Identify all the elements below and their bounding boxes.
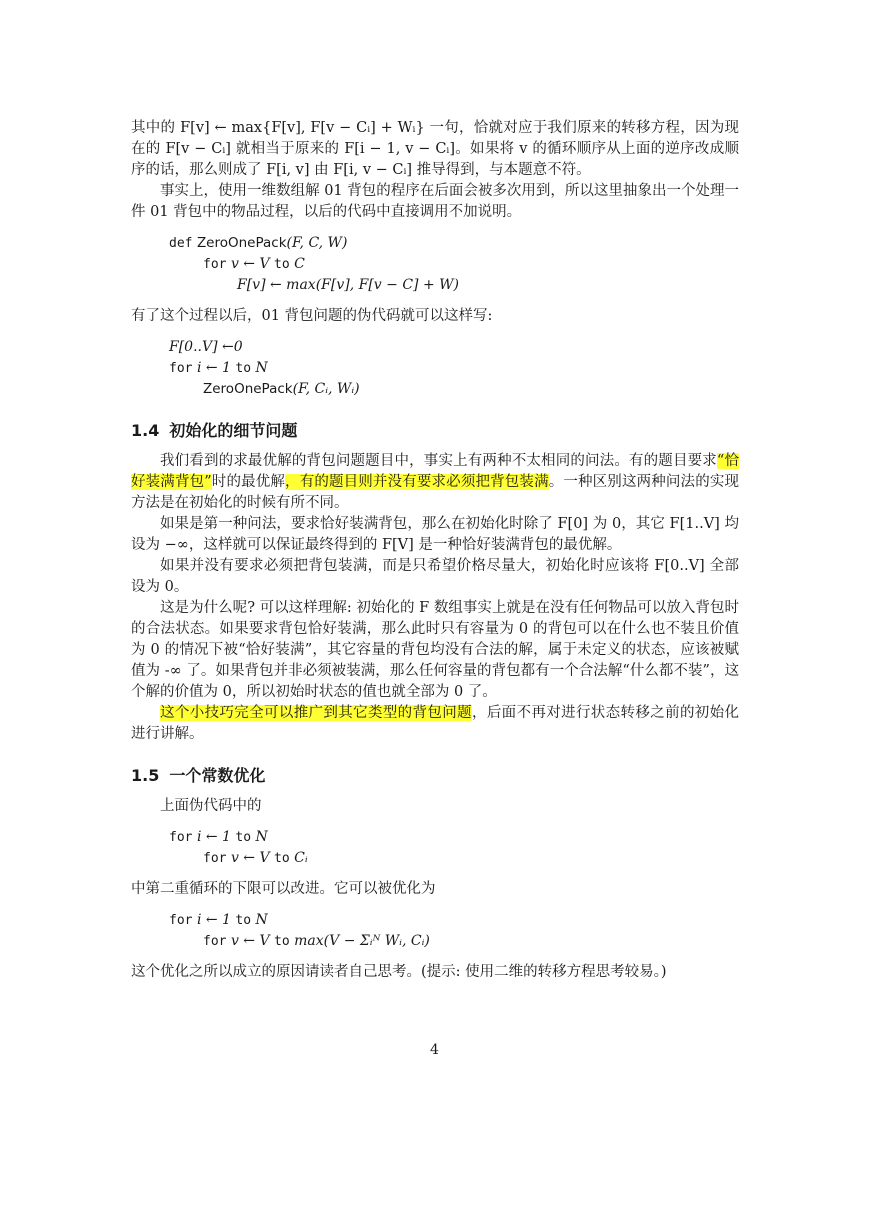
code-line-init [169, 337, 739, 358]
highlight-exact-fill: “恰好装满背包” [131, 453, 739, 490]
code-keyword-to: to [274, 934, 290, 949]
code-for-end: N [255, 360, 268, 376]
code-for-var: i ← 1 [196, 912, 231, 928]
paragraph-s14-5 [131, 703, 739, 745]
code-keyword-for: for [203, 851, 227, 866]
code-keyword-for: for [169, 830, 193, 845]
code-keyword-for: for [203, 934, 227, 949]
code-for-end: Cᵢ [294, 850, 308, 866]
paragraph-s15-2: 中第二重循环的下限可以改进。它可以被优化为 [131, 881, 436, 897]
code-for-end: max(V − Σᵢᴺ Wᵢ, Cᵢ) [294, 933, 430, 949]
code-line-for [169, 358, 739, 379]
code-for-end: N [255, 829, 268, 845]
code-line-def [169, 233, 739, 254]
code-keyword-for: for [169, 913, 193, 928]
section-number: 1.4 [131, 421, 160, 440]
code-for-var: v ← V [230, 256, 270, 272]
section-number: 1.5 [131, 766, 160, 785]
code-init-expr: F[0..V] ←0 [169, 339, 243, 355]
page-number: 4 [430, 1042, 439, 1058]
code-block-loop-original [169, 827, 739, 869]
code-keyword-to: to [274, 257, 290, 272]
highlight-no-fill-required: ，有的题目则并没有要求必须把背包装满 [285, 474, 549, 490]
highlight-generalize-tip: 这个小技巧完全可以推广到其它类型的背包问题 [160, 705, 472, 721]
paragraph-intro-2: 事实上，使用一维数组解 01 背包的程序在后面会被多次用到，所以这里抽象出一个处理一件 01 背包中的物品过程，以后的代码中直接调用不加说明。 [131, 183, 739, 220]
code-keyword-for: for [203, 257, 227, 272]
section-heading-1-5 [131, 763, 739, 786]
code-func-name: ZeroOnePack [196, 235, 287, 251]
code-keyword-to: to [235, 361, 252, 376]
code-body-expr: F[v] ← max(F[v], F[v − C] + W) [237, 277, 459, 293]
code-keyword-to: to [235, 913, 252, 928]
code-for-var: i ← 1 [196, 829, 231, 845]
text-run: 我们看到的求最优解的背包问题题目中，事实上有两种不太相同的问法。有的题目要求 [160, 453, 717, 469]
text-run: ，后面不再对进行状态转移之前的初始化进行讲解。 [131, 705, 740, 742]
code-keyword-for: for [169, 361, 193, 376]
section-heading-1-4 [131, 418, 739, 441]
code-line-for-inner [169, 848, 739, 869]
paragraph-intro-1: 其中的 F[v] ← max{F[v], F[v − Cᵢ] + Wᵢ} 一句，恰就对应于我们原来的转移方程，因为现在的 F[v − Cᵢ] 就相当于原来的 F[i − 1, v − Cᵢ]。如果将 v 的循环顺序从上面的逆序改成顺序的话，那么则成了 F[i, v] 由 F[i, v − Cᵢ] 推导得到，与本题意不符。 [131, 120, 739, 178]
code-line-for-inner [169, 931, 739, 952]
paragraph-s15-1: 上面伪代码中的 [160, 798, 262, 814]
code-for-var: v ← V [230, 850, 270, 866]
code-for-end: N [255, 912, 268, 928]
code-func-args: (F, C, W) [286, 235, 348, 251]
code-call-name: ZeroOnePack [203, 381, 293, 397]
paragraph-after-code1: 有了这个过程以后，01 背包问题的伪代码就可以这样写: [131, 308, 493, 324]
paragraph-s14-1 [131, 451, 739, 514]
paragraph-s15-3: 这个优化之所以成立的原因请读者自己思考。(提示: 使用二维的转移方程思考较易。) [131, 964, 667, 980]
code-line-for-outer [169, 827, 739, 848]
paragraph-s14-3: 如果并没有要求必须把背包装满，而是只希望价格尽量大，初始化时应该将 F[0..V] 全部设为 0。 [131, 558, 739, 595]
code-block-zeroonepack [169, 233, 739, 296]
section-title: 一个常数优化 [169, 766, 266, 785]
code-line-for [169, 254, 739, 275]
code-for-var: i ← 1 [196, 360, 231, 376]
code-call-args: (F, Cᵢ, Wᵢ) [292, 381, 360, 397]
code-for-end: C [294, 256, 305, 272]
code-block-01pack [169, 337, 739, 400]
code-for-var: v ← V [230, 933, 270, 949]
page-content [131, 118, 739, 983]
text-run: 。一种区别这两种问法的实现方法是在初始化的时候有所不同。 [131, 474, 739, 511]
code-line-body [169, 275, 739, 296]
paragraph-s14-4: 这是为什么呢? 可以这样理解: 初始化的 F 数组事实上就是在没有任何物品可以放入背包时的合法状态。如果要求背包恰好装满，那么此时只有容量为 0 的背包可以在什么也不装且价值为 0 的情况下被“恰好装满”，其它容量的背包均没有合法的解，属于未定义的状态，应该被赋值为 -∞ 了。如果背包并非必须被装满，那么任何容量的背包都有一个合法解“什么都不装”，这个解的价值为 0，所以初始时状态的值也就全部为 0 了。 [131, 600, 739, 700]
text-run: 时的最优解 [211, 474, 286, 490]
code-keyword-to: to [274, 851, 290, 866]
code-keyword-def: def [169, 236, 193, 251]
code-line-for-outer [169, 910, 739, 931]
code-keyword-to: to [235, 830, 252, 845]
section-title: 初始化的细节问题 [169, 421, 298, 440]
code-block-loop-optimized [169, 910, 739, 952]
paragraph-s14-2: 如果是第一种问法，要求恰好装满背包，那么在初始化时除了 F[0] 为 0，其它 F[1..V] 均设为 −∞，这样就可以保证最终得到的 F[V] 是一种恰好装满背包的最优解。 [131, 516, 739, 553]
code-line-call [169, 379, 739, 400]
